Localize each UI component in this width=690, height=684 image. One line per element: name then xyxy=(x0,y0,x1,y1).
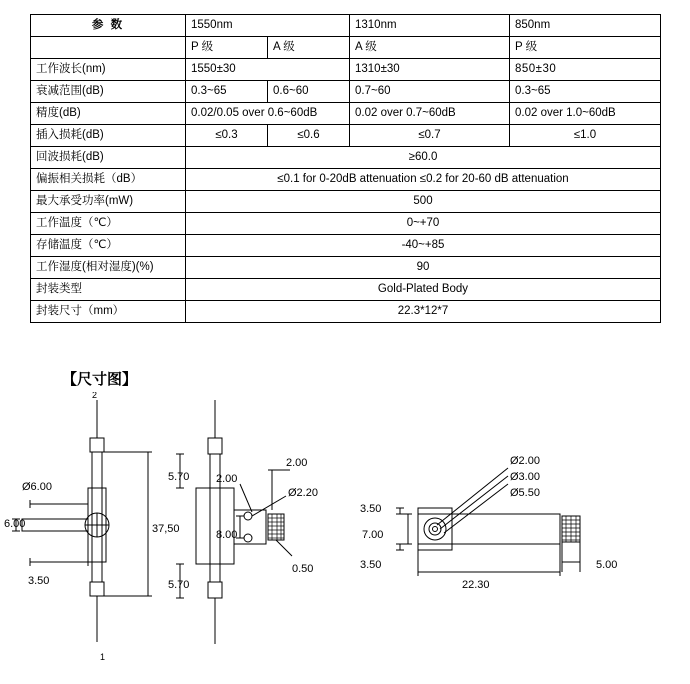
grade-850-p: P 级 xyxy=(510,37,661,59)
row-label-humidity: 工作湿度(相对湿度)(%) xyxy=(31,257,186,279)
label-port-1: 1 xyxy=(100,652,106,662)
table-row-header xyxy=(31,15,661,37)
label-t350: 3.50 xyxy=(360,503,382,515)
table-row xyxy=(31,279,661,301)
row-label-accuracy: 精度(dB) xyxy=(31,103,186,125)
cell-op-temp: 0~+70 xyxy=(186,213,661,235)
table-row-grade xyxy=(31,37,661,59)
cell-atten-1550a: 0.6~60 xyxy=(268,81,350,103)
cell-wavelength-1550: 1550±30 xyxy=(186,59,350,81)
label-dia300: Ø3.00 xyxy=(510,471,540,483)
grade-1550-p: P 级 xyxy=(186,37,268,59)
grade-blank xyxy=(31,37,186,59)
cell-wavelength-1310: 1310±30 xyxy=(350,59,510,81)
label-h350-left: 3.50 xyxy=(28,575,50,587)
drawing-svg xyxy=(0,392,690,677)
label-port-2: 2 xyxy=(92,392,98,400)
cell-atten-1550p: 0.3~65 xyxy=(186,81,268,103)
label-length-2230: 22.30 xyxy=(462,579,490,591)
cell-pdl: ≤0.1 for 0-20dB attenuation ≤0.2 for 20-60 dB attenuation xyxy=(186,169,661,191)
view-middle xyxy=(176,400,292,644)
table-row xyxy=(31,125,661,147)
table-row xyxy=(31,169,661,191)
spec-table-container xyxy=(30,14,660,323)
row-label-insertion-loss: 插入损耗(dB) xyxy=(31,125,186,147)
specification-table xyxy=(30,14,661,323)
table-row xyxy=(31,235,661,257)
cell-package-size: 22.3*12*7 xyxy=(186,301,661,323)
cell-il-1310: ≤0.7 xyxy=(350,125,510,147)
dimension-drawing-title: 【尺寸图】 xyxy=(62,370,138,388)
cell-il-1550a: ≤0.6 xyxy=(268,125,350,147)
row-label-package-size: 封装尺寸（mm） xyxy=(31,301,186,323)
label-top-gap: 5.70 xyxy=(168,471,190,483)
label-dia200: Ø2.00 xyxy=(510,455,540,467)
row-label-max-power: 最大承受功率(mW) xyxy=(31,191,186,213)
cell-return-loss: ≥60.0 xyxy=(186,147,661,169)
view-left xyxy=(12,400,152,642)
label-dia550: Ø5.50 xyxy=(510,487,540,499)
cell-atten-850: 0.3~65 xyxy=(510,81,661,103)
row-label-op-temp: 工作温度（℃） xyxy=(31,213,186,235)
cell-accuracy-1310: 0.02 over 0.7~60dB xyxy=(350,103,510,125)
cell-il-1550p: ≤0.3 xyxy=(186,125,268,147)
header-param: 参 数 xyxy=(31,15,186,37)
cell-humidity: 90 xyxy=(186,257,661,279)
cell-wavelength-850: 850±30 xyxy=(510,59,661,81)
row-label-atten-range: 衰减范围(dB) xyxy=(31,81,186,103)
label-800: 8.00 xyxy=(216,529,238,541)
table-row xyxy=(31,191,661,213)
row-label-wavelength: 工作波长(nm) xyxy=(31,59,186,81)
table-row xyxy=(31,147,661,169)
cell-storage-temp: -40~+85 xyxy=(186,235,661,257)
row-label-pdl: 偏振相关损耗（dB） xyxy=(31,169,186,191)
table-row xyxy=(31,81,661,103)
row-label-package-type: 封装类型 xyxy=(31,279,186,301)
cell-il-850: ≤1.0 xyxy=(510,125,661,147)
cell-package-type: Gold-Plated Body xyxy=(186,279,661,301)
row-label-return-loss: 回波损耗(dB) xyxy=(31,147,186,169)
grade-1310-a: A 级 xyxy=(350,37,510,59)
label-t700: 7.00 xyxy=(362,529,384,541)
cell-accuracy-850: 0.02 over 1.0~60dB xyxy=(510,103,661,125)
table-row xyxy=(31,257,661,279)
row-label-storage-temp: 存储温度（℃） xyxy=(31,235,186,257)
label-050: 0.50 xyxy=(292,563,314,575)
dimension-drawings xyxy=(0,392,690,677)
table-row xyxy=(31,301,661,323)
table-row xyxy=(31,103,661,125)
label-bottom-gap: 5.70 xyxy=(168,579,190,591)
header-1310: 1310nm xyxy=(350,15,510,37)
label-w6: 6.00 xyxy=(4,518,26,530)
label-total-height: 37,50 xyxy=(152,523,180,535)
label-200-a: 2.00 xyxy=(286,457,308,469)
cell-atten-1310: 0.7~60 xyxy=(350,81,510,103)
label-dia6: Ø6.00 xyxy=(22,481,52,493)
label-b350: 3.50 xyxy=(360,559,382,571)
header-850: 850nm xyxy=(510,15,661,37)
label-200-b: 2.00 xyxy=(216,473,238,485)
view-right xyxy=(396,468,580,576)
grade-1550-a: A 级 xyxy=(268,37,350,59)
table-row xyxy=(31,59,661,81)
label-tail-500: 5.00 xyxy=(596,559,618,571)
cell-accuracy-1550: 0.02/0.05 over 0.6~60dB xyxy=(186,103,350,125)
cell-max-power: 500 xyxy=(186,191,661,213)
header-1550: 1550nm xyxy=(186,15,350,37)
table-row xyxy=(31,213,661,235)
label-dia220: Ø2.20 xyxy=(288,487,318,499)
